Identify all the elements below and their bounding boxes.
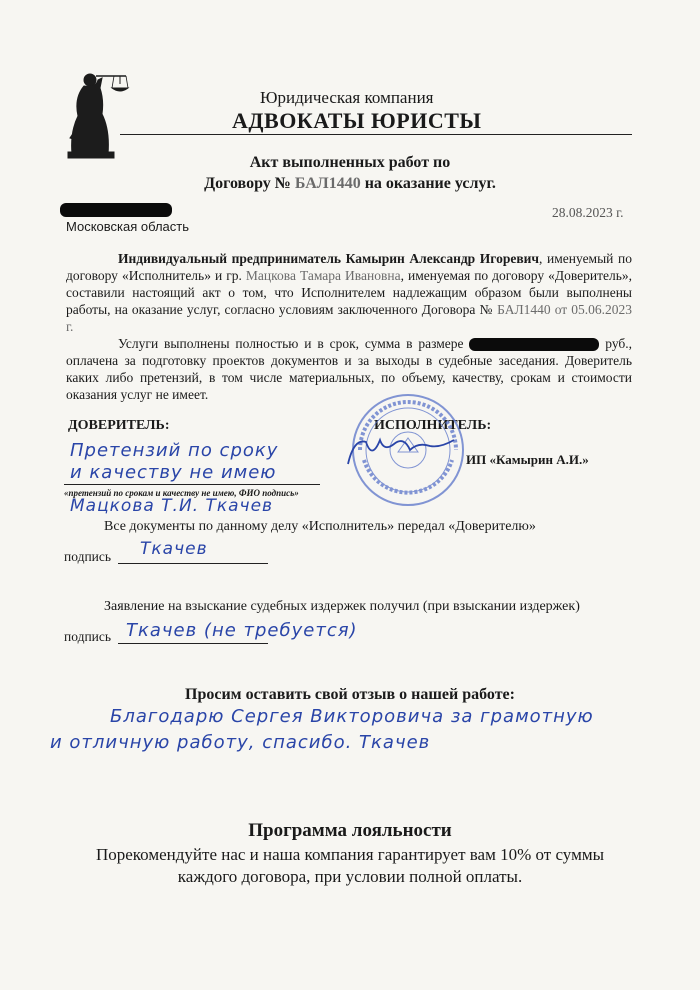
loyalty-title: Программа лояльности [248, 820, 452, 841]
handover-handwritten-sign: Ткачев [140, 539, 208, 559]
act-title [0, 152, 700, 194]
region-text: Московская область [66, 219, 190, 234]
loyalty-line1: Порекомендуйте нас и наша компания гарантирует вам 10% от суммы [95, 845, 605, 864]
header-divider [120, 134, 632, 135]
review-title: Просим оставить свой отзыв о нашей работе: [185, 686, 515, 703]
loyalty-line2: каждого договора, при условии полной оплаты. [177, 867, 523, 886]
act-title-line1: Акт выполненных работ по [249, 154, 451, 171]
client-handwritten-name: Мацкова Т.И. Ткачев [70, 496, 274, 516]
act-date: 28.08.2023 г. [552, 205, 624, 220]
redacted-amount [469, 338, 599, 351]
costs-sign-label: подпись [64, 629, 112, 644]
contract-number: БАЛ1440 [294, 175, 361, 192]
handover-signature-line [118, 563, 268, 564]
client-handwritten-line1: Претензий по сроку [70, 440, 279, 461]
contractor-name: ИП «Камырин А.И.» [466, 452, 589, 467]
contract-reference: БАЛ1440 от 05.06.2023 г. [66, 302, 633, 334]
client-label: ДОВЕРИТЕЛЬ: [68, 418, 170, 433]
firm-name: АДВОКАТЫ ЮРИСТЫ [232, 108, 482, 133]
paragraph-services: Услуги выполнены полностью и в срок, сумма в размере руб., оплачена за подготовку проектов документов и за выходы в судебные заседания. Доверитель каких либо претензий, в том числе материальных, по объему, качеству, срокам и стоимости оказания услуг не имеет. [66, 336, 633, 402]
client-signature-line [64, 484, 320, 485]
review-handwritten-line2: и отличную работу, спасибо. Ткачев [50, 732, 431, 753]
company-line: Юридическая компания [260, 88, 434, 107]
costs-signature-line [118, 643, 268, 644]
paragraph-parties: Индивидуальный предприниматель Камырин Александр Игоревич, именуемый по договору «Исполнитель» и гр. Мацкова Тамара Ивановна, именуемая по договору «Доверитель», составили настоящий акт о том, что Исполнителем надлежащим образом были выполнены работы, на оказание услуг, согласно условиям заключенного Договора № БАЛ1440 от 05.06.2023 г. [66, 251, 633, 334]
handover-text: Все документы по данному делу «Исполнитель» передал «Доверителю» [104, 519, 536, 534]
handover-sign-label: подпись [64, 549, 112, 564]
review-handwritten-line1: Благодарю Сергея Викторовича за грамотную [110, 706, 594, 727]
act-title-line2: Договору № БАЛ1440 на оказание услуг. [204, 175, 496, 192]
costs-text: Заявление на взыскание судебных издержек получил (при взыскании издержек) [104, 599, 580, 614]
themis-logo-icon [62, 66, 132, 160]
contractor-signature-icon [344, 430, 464, 470]
contractor-label: ИСПОЛНИТЕЛЬ: [374, 418, 492, 433]
redacted-city-block [60, 203, 172, 217]
client-name: Мацкова Тамара Ивановна [245, 268, 401, 283]
client-caption: «претензий по срокам и качеству не имею, ФИО подпись» [64, 488, 299, 498]
client-handwritten-line2: и качеству не имею [70, 462, 277, 483]
costs-handwritten-sign: Ткачев (не требуется) [126, 620, 358, 641]
